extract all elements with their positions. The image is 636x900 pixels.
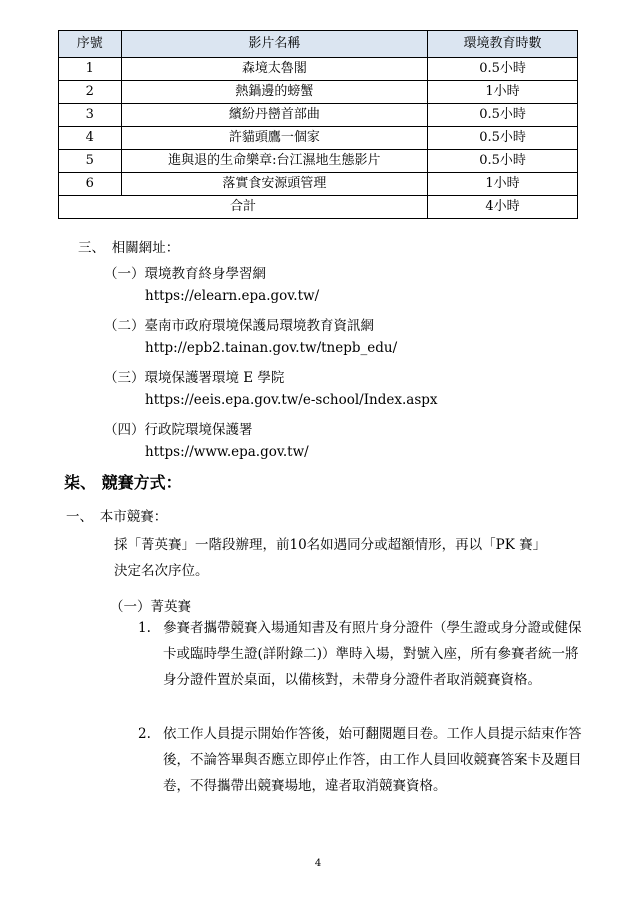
- table-row: [59, 150, 578, 173]
- header-video-name: 影片名稱: [121, 31, 428, 58]
- cell-hours: 0.5小時: [428, 58, 578, 81]
- link-url-4[interactable]: https://www.epa.gov.tw/: [145, 444, 309, 460]
- video-table: [58, 30, 578, 219]
- cell-total-value: 4小時: [428, 196, 578, 219]
- item-number-2: 2.: [138, 726, 151, 742]
- item-text-2: 依工作人員提示開始作答後，始可翻閱題目卷。工作人員提示結束作答後，不論答畢與否應立即停止作答，由工作人員回收競賽答案卡及題目卷，不得攜帶出競賽場地，違者取消競賽資格。: [163, 726, 582, 794]
- intro-line-1: 採「菁英賽」一階段辦理，前10名如遇同分或超額情形，再以「PK 賽」: [114, 537, 547, 553]
- table-row: [59, 127, 578, 150]
- cell-serial: 5: [59, 150, 122, 173]
- table-row: [59, 58, 578, 81]
- page-number: 4: [314, 858, 322, 869]
- table-row: [59, 104, 578, 127]
- item-text-1: 參賽者攜帶競賽入場通知書及有照片身分證件（學生證或身分證或健保卡或臨時學生證(詳附錄二)）準時入場，對號入座，所有參賽者統一將身分證件置於桌面，以備核對，未帶身分證件者取消競賽資格。: [163, 620, 582, 688]
- cell-hours: 0.5小時: [428, 150, 578, 173]
- link-label-1: （一）環境教育終身學習網: [104, 266, 266, 282]
- table-header-row: [59, 31, 578, 58]
- cell-serial: 3: [59, 104, 122, 127]
- cell-hours: 0.5小時: [428, 104, 578, 127]
- table-row: [59, 173, 578, 196]
- cell-video-name: 熱鍋邊的螃蟹: [121, 81, 428, 104]
- cell-serial: 2: [59, 81, 122, 104]
- cell-hours: 1小時: [428, 173, 578, 196]
- item-number-1: 1.: [138, 620, 151, 636]
- cell-serial: 1: [59, 58, 122, 81]
- cell-video-name: 進與退的生命樂章:台江濕地生態影片: [121, 150, 428, 173]
- links-heading: 三、 相關網址：: [78, 240, 180, 256]
- cell-serial: 4: [59, 127, 122, 150]
- section-heading: 柒、 競賽方式：: [64, 473, 182, 492]
- link-label-2: （二）臺南市政府環境保護局環境教育資訊網: [104, 318, 374, 334]
- cell-total-label: 合計: [59, 196, 428, 219]
- cell-video-name: 繽紛丹巒首部曲: [121, 104, 428, 127]
- intro-line-2: 決定名次序位。: [114, 563, 209, 579]
- cell-serial: 6: [59, 173, 122, 196]
- table-total-row: [59, 196, 578, 219]
- cell-hours: 0.5小時: [428, 127, 578, 150]
- link-url-3[interactable]: https://eeis.epa.gov.tw/e-school/Index.aspx: [145, 392, 438, 408]
- cell-video-name: 許貓頭鷹一個家: [121, 127, 428, 150]
- link-url-2[interactable]: http://epb2.tainan.gov.tw/tnepb_edu/: [145, 340, 398, 356]
- cell-video-name: 落實食安源頭管理: [121, 173, 428, 196]
- header-hours: 環境教育時數: [428, 31, 578, 58]
- header-serial: 序號: [59, 31, 122, 58]
- cell-hours: 1小時: [428, 81, 578, 104]
- cell-video-name: 森境太魯閣: [121, 58, 428, 81]
- subsection-elite: （一）菁英賽: [110, 599, 191, 615]
- subsection-heading: 一、 本市競賽：: [66, 509, 168, 525]
- link-label-3: （三）環境保護署環境 E 學院: [104, 370, 285, 386]
- table-row: [59, 81, 578, 104]
- link-url-1[interactable]: https://elearn.epa.gov.tw/: [145, 288, 320, 304]
- link-label-4: （四）行政院環境保護署: [104, 422, 253, 438]
